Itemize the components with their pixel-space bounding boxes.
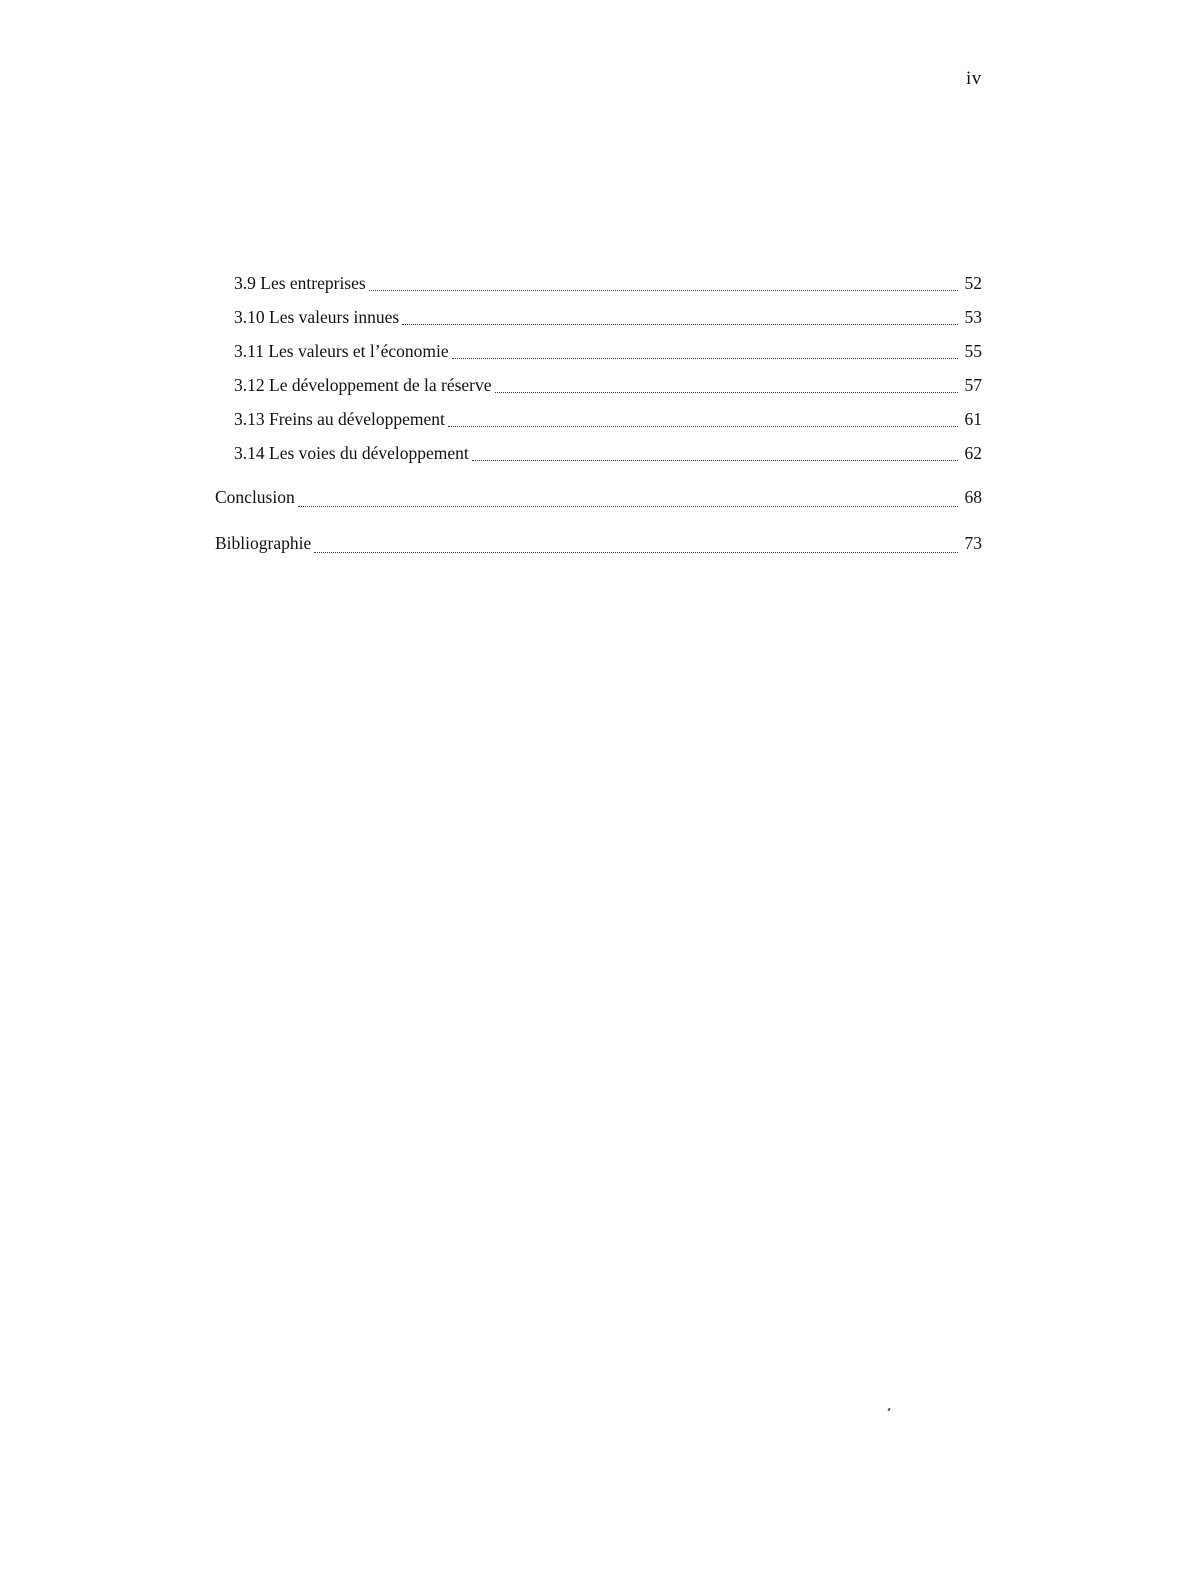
scan-speck (887, 1408, 890, 1412)
toc-entry-label: 3.13 Freins au développement (234, 409, 445, 429)
toc-dot-leader (298, 506, 958, 507)
toc-entry-label: 3.14 Les voies du développement (234, 443, 469, 463)
toc-entry-label: 3.10 Les valeurs innues (234, 307, 400, 327)
toc-entry-label: 3.9 Les entreprises (234, 273, 366, 293)
toc-entry-page: 68 (964, 487, 982, 507)
toc-entry (215, 372, 982, 406)
toc-entry-page: 61 (964, 409, 982, 429)
toc-dot-leader (495, 392, 958, 393)
toc-entry-page: 55 (964, 341, 982, 361)
toc-dot-leader (402, 324, 958, 325)
toc-entry (215, 440, 982, 474)
toc-entry-bibliographie (215, 530, 982, 566)
toc-entry (215, 338, 982, 372)
toc-entry (215, 270, 982, 304)
toc-entry (215, 304, 982, 338)
toc-dot-leader (369, 290, 958, 291)
toc-entry-label: Conclusion (215, 487, 295, 507)
toc-entry-page: 62 (964, 443, 982, 463)
toc-entry-page: 73 (964, 533, 982, 553)
toc-entry-label: 3.12 Le développement de la réserve (234, 375, 492, 395)
toc-dot-leader (448, 426, 958, 427)
toc-dot-leader (472, 460, 958, 461)
toc-entry-page: 52 (964, 273, 982, 293)
toc-entry-page: 57 (964, 375, 982, 395)
page-number: iv (966, 68, 982, 89)
table-of-contents (215, 270, 982, 566)
toc-entry-label: 3.11 Les valeurs et l’économie (234, 341, 449, 361)
toc-entry-page: 53 (964, 307, 982, 327)
toc-dot-leader (452, 358, 958, 359)
toc-entry-conclusion (215, 484, 982, 520)
toc-dot-leader (314, 552, 958, 553)
toc-entry-label: Bibliographie (215, 533, 312, 553)
toc-entry (215, 406, 982, 440)
